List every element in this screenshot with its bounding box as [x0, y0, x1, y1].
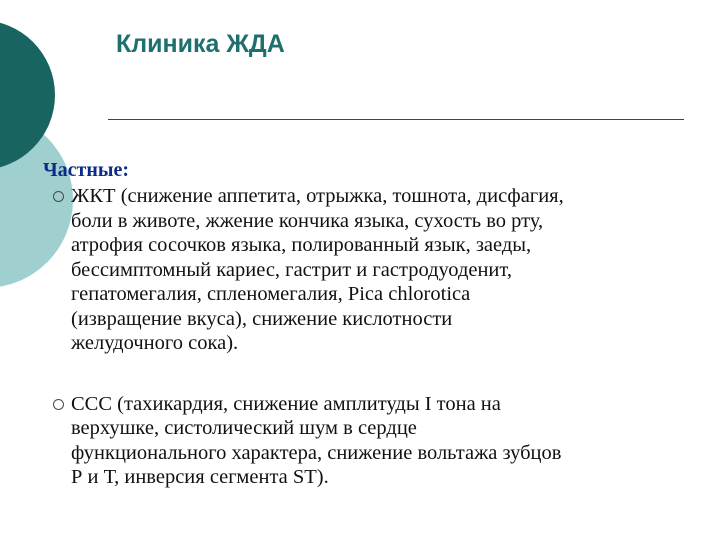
bullet-item-gi	[43, 184, 693, 356]
bullet-text-line: верхушке, систолический шум в сердце	[71, 417, 417, 439]
title-divider	[108, 119, 684, 120]
bullet-text-line: (извращение вкуса), снижение кислотности	[71, 307, 453, 330]
bullet-text-line: желудочного сока).	[71, 332, 239, 354]
bullet-text-line: атрофия сосочков языка, полированный язык, заеды,	[71, 234, 532, 256]
bullet-item-cardio	[43, 392, 693, 490]
bullet-text-line: боли в животе, жжение кончика языка, сухость во рту,	[71, 209, 544, 232]
section-heading: Частные:	[43, 159, 130, 181]
bullet-text-line: Р и Т, инверсия сегмента ST).	[71, 466, 329, 488]
bullet-text-line: ЖКТ (снижение аппетита, отрыжка, тошнота, дисфагия,	[71, 185, 564, 207]
slide-title: Клиника ЖДА	[116, 30, 285, 58]
bullet-text-line: гепатомегалия, спленомегалия, Pica chlorotica	[71, 283, 471, 305]
bullet-text-line: ССС (тахикардия, снижение амплитуды I тона на	[71, 392, 501, 415]
circle-bullet-icon	[53, 191, 64, 202]
circle-bullet-icon	[53, 399, 64, 410]
bullet-text-line: бессимптомный кариес, гастрит и гастродуоденит,	[71, 258, 512, 281]
bullet-text-line: функционального характера, снижение вольтажа зубцов	[71, 441, 562, 464]
slide-body	[43, 158, 693, 490]
